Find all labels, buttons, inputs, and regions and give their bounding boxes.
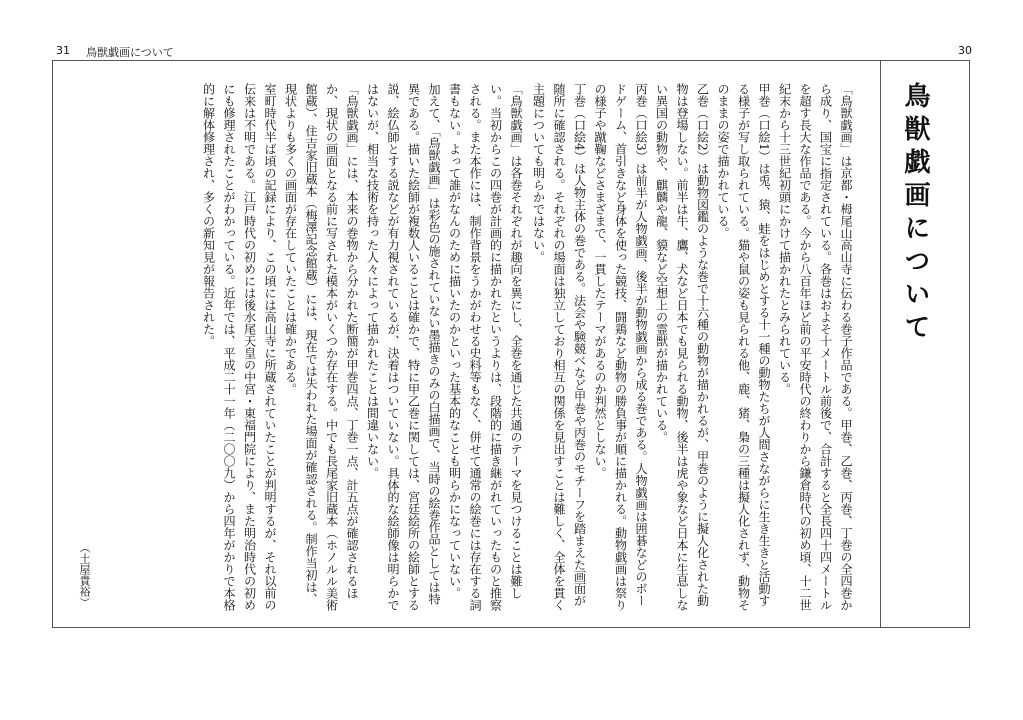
paragraph: 乙巻（口絵2）は動物図鑑のような巻で十六種の動物が描かれるが、甲巻のように擬人化された動物は登場しない。前半は牛、鷹、犬など日本でも見られる動物、後半は虎や象など日本に生息しない異国の動物や、麒麟や龍、貘など空想上の霊獣が描かれている。 — [654, 83, 710, 611]
paragraph: 「鳥獣戯画」は京都・栂尾山高山寺に伝わる巻子作品である。甲巻、乙巻、丙巻、丁巻の全四巻から成り、国宝に指定されている。各巻はおよそ十メートル前後で、合計すると全長四十四メートルを超す長大な作品である。今から八百年ほど前の平安時代の終わりから鎌倉時代の初め頃、十二世紀末から十三世紀初頭にかけて描かれたとみられている。 — [777, 83, 853, 611]
article-heading: 鳥獣戯画について — [900, 82, 930, 346]
paragraph: 室町時代半ば頃の記録により、この頃には高山寺に所蔵されていたことが判明するが、それ以前の伝来は不明である。江戸時代の初めには後水尾天皇の中宮・東福門院により、また明治時代の初めにも修理されたことがわかっている。近年では、平成二十一年（二〇〇九）から四年がかりで本格的に解体修理され、多くの新知見が報告された。 — [201, 83, 277, 611]
paragraph: 丁巻（口絵4）は人物主体の巻である。法会や験競べなど甲巻や丙巻のモチーフを踏まえた画面が随所に確認される。それぞれの場面は独立しており相互の関係を見出すことは難しく、全体を貫く主題についても明らかではない。 — [531, 83, 587, 611]
page-number-left: 31 — [56, 44, 70, 57]
paragraph: 加えて、「鳥獣戯画」は彩色の施されていない墨描きのみの白描画で、当時の絵巻作品としては特異である。描いた絵師が複数人いることは確かで、特に甲乙巻に関しては、宮廷絵所の絵師とする説、絵仏師とする説などが有力視されているが、決着はついていない。具体的な絵師像は明らかではないが、相当な技術を持った人々によって描かれたことは間違いない。 — [365, 83, 441, 611]
left-page-body — [80, 83, 526, 613]
running-title: 鳥獣戯画について — [86, 46, 174, 59]
paragraph: 丙巻（口絵3）は前半が人物戯画、後半が動物戯画から成る巻である。人物戯画は囲碁などのボードゲーム、首引きなど身体を使った競技、闘鶏など動物の勝負事が順に描かれる。動物戯画は祭りの様子や蹴鞠などさまざまで、一貫したテーマがあるのか判然としない。 — [593, 83, 648, 611]
author-credit: （土屋貴裕） — [78, 542, 91, 608]
title-divider — [880, 60, 881, 628]
page-number-right: 30 — [958, 44, 972, 57]
paragraph: 甲巻（口絵1）は兎、猿、蛙をはじめとする十一種の動物たちが人間さながらに生き生きと活動する様子が写し取られている。猫や鼠の姿も見られる他、鹿、猪、梟の三種は擬人化されず、動物そのままの姿で描かれている。 — [716, 83, 771, 611]
paragraph: 「鳥獣戯画」には、本来の巻物から分かれた断簡が甲巻四点、丁巻一点、計五点が確認されるほか、現状の画面となる前に写された模本がいくつか存在する。中でも長尾家旧蔵本（ホノルル美術館蔵）、住吉家旧蔵本（梅澤記念館蔵）には、現在では失われた場面が確認される。制作当初は、現状よりも多くの画面が存在していたことは確かである。 — [283, 83, 359, 611]
right-page-body — [531, 83, 856, 613]
paragraph: 「鳥獣戯画」は各巻それぞれが趣向を異にし、全巻を通じた共通のテーマを見つけることは難しい。当初からこの四巻が計画的に描かれたというよりは、段階的に描き継がれていったものと推察される。また本作には、制作背景をうかがわせる史料等もなく、併せて通常の絵巻には存在する詞書もない。よって誰がなんのために描いたのかといった基本的なことも明らかになっていない。 — [447, 83, 523, 611]
